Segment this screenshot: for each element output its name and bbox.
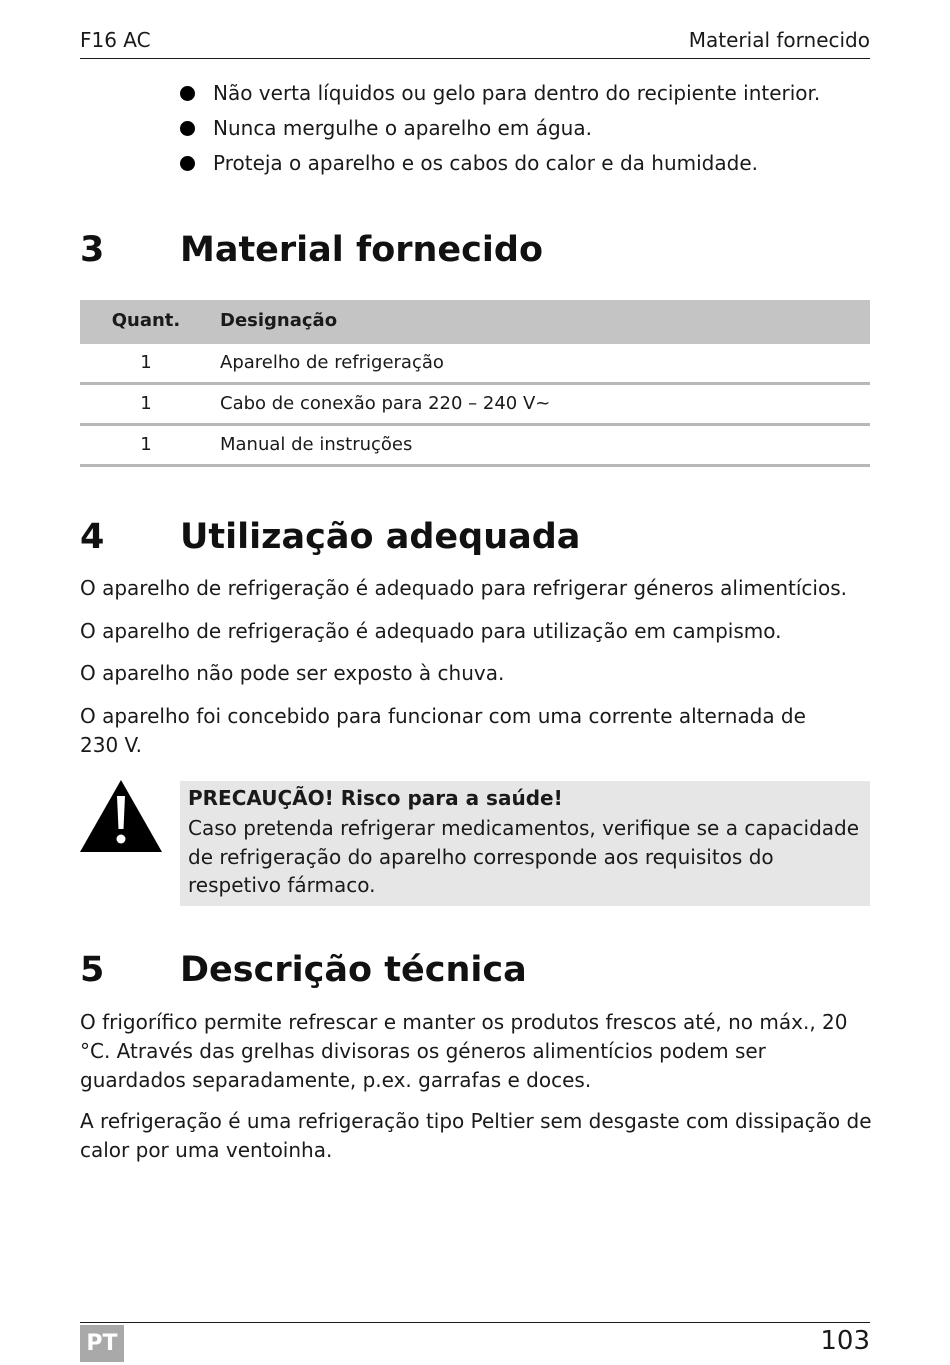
bullet-icon <box>180 156 195 171</box>
paragraph: O aparelho não pode ser exposto à chuva. <box>80 661 505 685</box>
paragraph: O aparelho foi concebido para funcionar com uma corrente alternada de 230 V. <box>80 704 806 757</box>
list-item: Proteja o aparelho e os cabos do calor e da humidade. <box>180 146 880 181</box>
warning-text: Caso pretenda refrigerar medicamentos, verifique se a capacidade de refrigeração do aparelho corresponde aos requisitos do respetivo fármaco. <box>188 816 860 897</box>
page-number: 103 <box>820 1326 870 1356</box>
supply-table <box>80 300 870 467</box>
section-number: 4 <box>80 517 105 557</box>
table-row <box>80 344 870 385</box>
warning-triangle-icon <box>80 780 162 852</box>
cell-quantity: 1 <box>140 434 152 455</box>
bullet-icon <box>180 86 195 101</box>
table-row <box>80 426 870 467</box>
cell-designation: Manual de instruções <box>220 434 413 455</box>
warning-box <box>180 781 870 906</box>
page-header <box>80 26 870 59</box>
warning-title: PRECAUÇÃO! Risco para a saúde! <box>188 786 563 810</box>
cell-designation: Aparelho de refrigeração <box>220 352 444 373</box>
cell-quantity: 1 <box>140 393 152 414</box>
bullet-icon <box>180 121 195 136</box>
cell-designation: Cabo de conexão para 220 – 240 V~ <box>220 393 551 414</box>
header-model: F16 AC <box>80 28 151 52</box>
section-number: 5 <box>80 950 105 990</box>
column-header-designation: Designação <box>220 310 338 331</box>
header-section: Material fornecido <box>688 28 870 52</box>
list-item: Não verta líquidos ou gelo para dentro do recipiente interior. <box>180 76 880 111</box>
paragraph: A refrigeração é uma refrigeração tipo Peltier sem desgaste com dissipação de calor por uma ventoinha. <box>80 1109 872 1162</box>
section-number: 3 <box>80 230 105 270</box>
section-title: Descrição técnica <box>180 950 527 990</box>
paragraph: O aparelho de refrigeração é adequado para utilização em campismo. <box>80 619 782 643</box>
table-header <box>80 300 870 344</box>
cell-quantity: 1 <box>140 352 152 373</box>
bullet-list <box>180 76 880 181</box>
language-badge: PT <box>80 1325 124 1362</box>
section-title: Utilização adequada <box>180 517 581 557</box>
paragraph: O aparelho de refrigeração é adequado para refrigerar géneros alimentícios. <box>80 576 847 600</box>
table-row <box>80 385 870 426</box>
column-header-quantity: Quant. <box>111 310 181 331</box>
list-item: Nunca mergulhe o aparelho em água. <box>180 111 880 146</box>
section-title: Material fornecido <box>180 230 544 270</box>
paragraph: O frigorífico permite refrescar e manter os produtos frescos até, no máx., 20 °C. Através das grelhas divisoras os géneros alimentícios podem ser guardados separadamente, p.ex. garrafas e doces. <box>80 1010 848 1092</box>
footer-divider <box>80 1322 870 1323</box>
